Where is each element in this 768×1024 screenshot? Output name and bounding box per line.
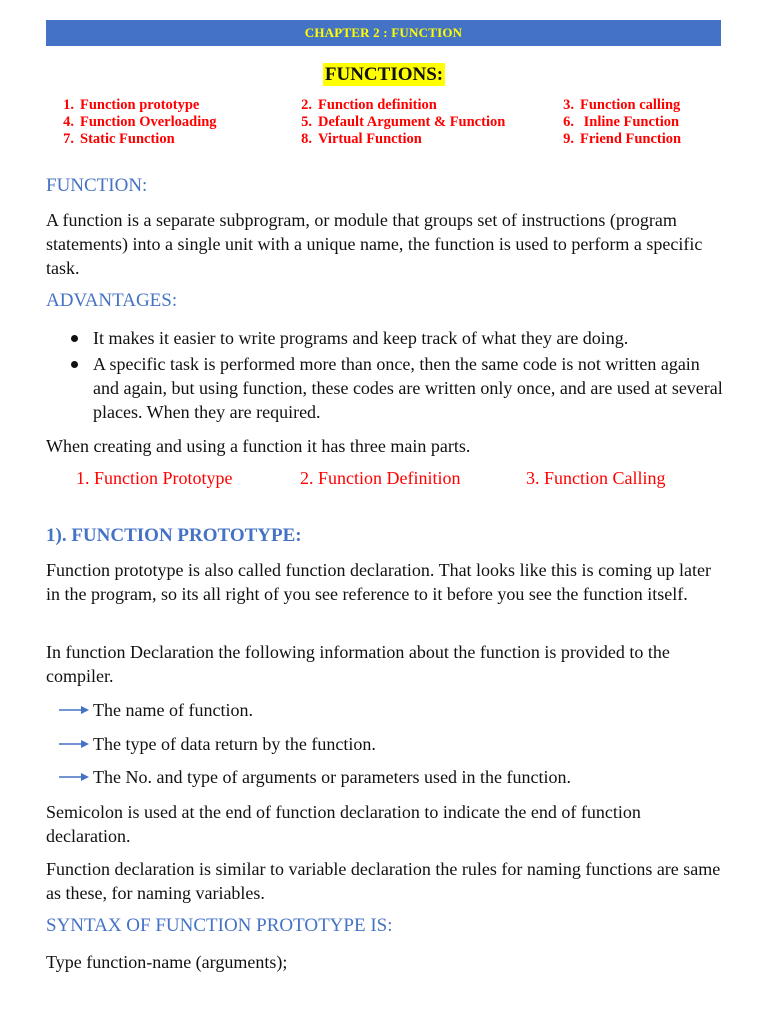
part-number: 3. <box>526 468 540 488</box>
topic-number: 6. <box>563 114 574 130</box>
advantages-list <box>46 326 726 426</box>
declaration-info-text: The name of function. <box>93 700 253 720</box>
function-prototype-heading: 1). FUNCTION PROTOTYPE: <box>46 525 302 546</box>
right-arrow-icon <box>58 704 90 716</box>
topic-label: Virtual Function <box>318 131 422 147</box>
topic-item <box>288 131 422 148</box>
right-arrow-icon <box>58 738 90 750</box>
topic-label: Function Overloading <box>80 114 217 130</box>
semicolon-text: Semicolon is used at the end of function declaration to indicate the end of function declaration. <box>46 802 641 846</box>
topic-number: 8. <box>301 131 312 147</box>
topic-item <box>50 131 175 148</box>
advantage-text: A specific task is performed more than once, then the same code is not written again and again, but using function, these codes are written only once, and are used at several places. When they are required. <box>93 354 723 422</box>
chapter-banner <box>46 20 721 46</box>
bullet-dot-icon <box>71 361 78 368</box>
topic-number: 5. <box>301 114 312 130</box>
topic-item <box>50 97 199 114</box>
topic-item <box>550 114 679 131</box>
declaration-info-item <box>58 765 571 789</box>
declaration-info-intro-text: In function Declaration the following information about the function is provided to the compiler. <box>46 642 670 686</box>
topic-number: 9. <box>563 131 574 147</box>
declaration-info-item <box>58 732 376 756</box>
topic-item <box>288 97 437 114</box>
topic-label: Function calling <box>580 97 681 113</box>
topic-item <box>550 131 681 148</box>
function-heading: FUNCTION: <box>46 175 148 196</box>
part-label: Function Definition <box>318 468 461 488</box>
part-item <box>300 468 461 489</box>
declaration-info-text: The type of data return by the function. <box>93 734 376 754</box>
topic-label: Default Argument & Function <box>318 114 506 130</box>
topic-label: Inline Function <box>580 114 680 130</box>
syntax-text: Type function-name (arguments); <box>46 952 288 972</box>
part-item <box>76 468 233 489</box>
topic-item <box>550 97 680 114</box>
topic-number: 3. <box>563 97 574 113</box>
topic-item <box>288 114 505 131</box>
topic-label: Static Function <box>80 131 175 147</box>
functions-title-text: FUNCTIONS: <box>324 64 444 85</box>
topic-number: 4. <box>63 114 74 130</box>
function-topics-list <box>0 97 768 151</box>
advantages-heading: ADVANTAGES: <box>46 290 178 311</box>
topic-number: 7. <box>63 131 74 147</box>
topic-label: Function definition <box>318 97 437 113</box>
bullet-dot-icon <box>71 335 78 342</box>
declaration-info-item <box>58 698 253 722</box>
part-item <box>526 468 666 489</box>
part-label: Function Prototype <box>94 468 233 488</box>
chapter-banner-text: CHAPTER 2 : FUNCTION <box>304 25 463 40</box>
topic-item <box>50 114 217 131</box>
topic-label: Friend Function <box>580 131 682 147</box>
part-number: 2. <box>300 468 314 488</box>
naming-rules-text: Function declaration is similar to variable declaration the rules for naming functions are same as these, for naming variables. <box>46 859 721 903</box>
right-arrow-icon <box>58 771 90 783</box>
advantage-item <box>46 326 726 350</box>
part-label: Function Calling <box>544 468 666 488</box>
prototype-description-text: Function prototype is also called function declaration. That looks like this is coming up later in the program, so its all right of you see reference to it before you see the function itself. <box>46 560 712 604</box>
topic-label: Function prototype <box>80 97 200 113</box>
parts-intro-text: When creating and using a function it has three main parts. <box>46 436 471 456</box>
topic-number: 2. <box>301 97 312 113</box>
declaration-info-text: The No. and type of arguments or parameters used in the function. <box>93 767 572 787</box>
part-number: 1. <box>76 468 90 488</box>
advantage-item <box>46 352 726 424</box>
advantage-text: It makes it easier to write programs and keep track of what they are doing. <box>93 328 629 348</box>
function-definition-text: A function is a separate subprogram, or module that groups set of instructions (program statements) into a single unit with a unique name, the function is used to perform a specific task. <box>46 210 703 278</box>
function-parts-list <box>0 468 768 494</box>
functions-title <box>0 64 768 86</box>
topic-number: 1. <box>63 97 74 113</box>
syntax-heading: SYNTAX OF FUNCTION PROTOTYPE IS: <box>46 915 393 936</box>
